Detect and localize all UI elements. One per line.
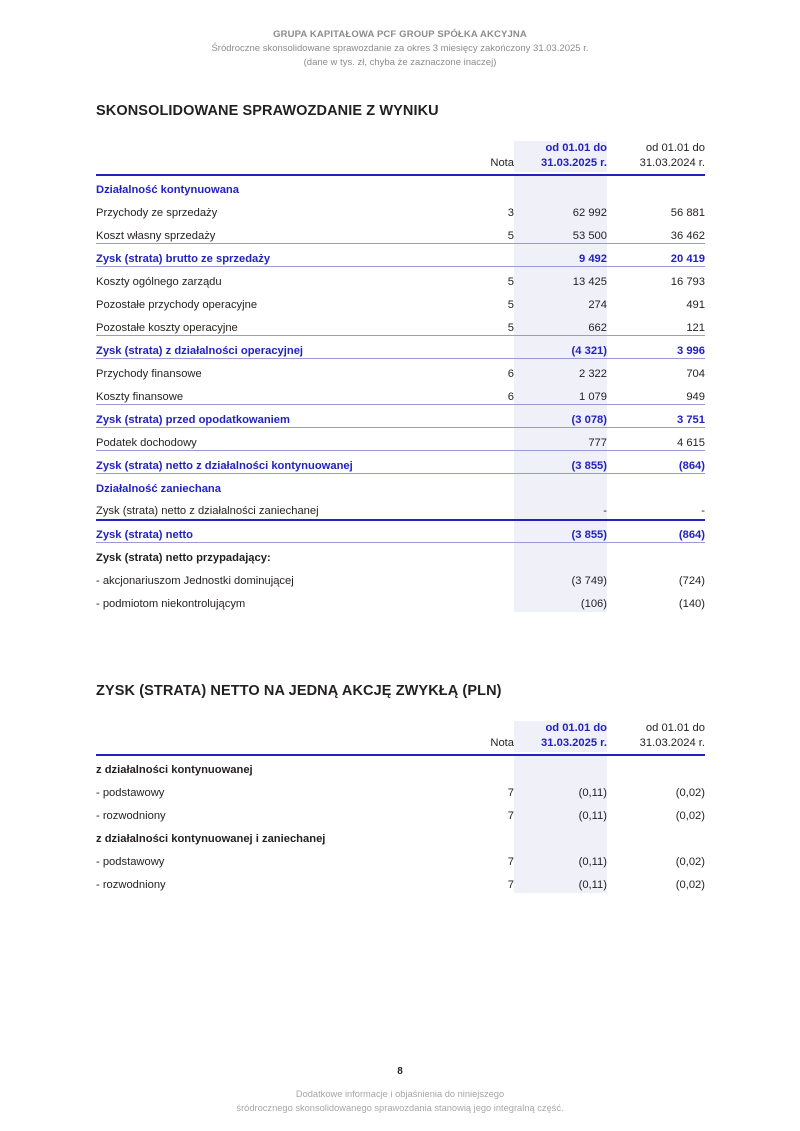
page-footer xyxy=(0,1066,800,1116)
eps-cell-previous: (0,02) xyxy=(675,787,705,800)
eps-cell-current xyxy=(514,755,607,778)
income-cell-nota xyxy=(455,497,514,520)
eps-title: ZYSK (STRATA) NETTO NA JEDNĄ AKCJĘ ZWYKŁĄ (PLN) xyxy=(96,683,502,699)
income-cell-label: Zysk (strata) netto przypadający: xyxy=(96,552,271,565)
eps-cell-previous: (0,02) xyxy=(675,810,705,823)
income-cell-current xyxy=(514,543,607,566)
income-cell-previous: 121 xyxy=(686,321,705,334)
income-cell-label: Zysk (strata) netto z działalności kontynuowanej xyxy=(96,451,455,474)
column-header-current-line2: 31.03.2025 r. xyxy=(541,157,607,170)
eps-cell-label: - rozwodniony xyxy=(96,810,166,823)
eps-cell-nota: 7 xyxy=(507,856,514,869)
eps-table xyxy=(96,721,705,893)
eps-cell-previous: (0,02) xyxy=(675,879,705,892)
income-row xyxy=(96,244,705,267)
eps-cell-label: - podstawowy xyxy=(96,856,165,869)
income-cell-nota xyxy=(455,543,514,566)
eps-cell-nota: 7 xyxy=(507,879,514,892)
income-cell-nota xyxy=(455,520,514,543)
eps-section xyxy=(96,683,705,893)
eps-cell-current: (0,11) xyxy=(514,801,607,824)
income-row xyxy=(96,290,705,313)
income-cell-previous: (724) xyxy=(678,575,705,588)
income-row xyxy=(96,474,705,497)
income-cell-previous: 491 xyxy=(686,299,705,312)
income-cell-label: Pozostałe koszty operacyjne xyxy=(96,321,238,334)
page-number: 8 xyxy=(397,1066,403,1077)
income-cell-nota xyxy=(455,336,514,359)
income-cell-label: Koszt własny sprzedaży xyxy=(96,229,216,242)
income-cell-nota: 3 xyxy=(507,207,514,220)
income-row xyxy=(96,267,705,290)
income-cell-nota xyxy=(455,175,514,198)
income-cell-nota xyxy=(455,566,514,589)
eps-cell-nota xyxy=(455,755,514,778)
income-cell-previous xyxy=(607,543,705,566)
income-cell-nota xyxy=(455,451,514,474)
income-cell-current: 662 xyxy=(514,313,607,336)
eps-column-header-current-period xyxy=(514,721,607,752)
income-row xyxy=(96,198,705,221)
eps-cell-label: - rozwodniony xyxy=(96,879,166,892)
income-cell-previous xyxy=(607,474,705,497)
income-cell-previous: 56 881 xyxy=(670,207,705,220)
column-header-previous-period xyxy=(607,141,705,172)
income-cell-label: Działalność zaniechana xyxy=(96,483,221,496)
income-row xyxy=(96,313,705,336)
eps-table-body xyxy=(96,755,705,893)
income-cell-nota: 5 xyxy=(507,276,514,289)
income-cell-previous: 4 615 xyxy=(677,436,705,449)
income-cell-label: Podatek dochodowy xyxy=(96,436,197,449)
income-cell-nota: 5 xyxy=(507,229,514,242)
income-statement-table-body xyxy=(96,175,705,612)
income-cell-previous: - xyxy=(701,505,705,518)
eps-cell-previous xyxy=(607,824,705,847)
income-cell-previous: 20 419 xyxy=(607,244,705,267)
income-cell-previous: 3 996 xyxy=(607,336,705,359)
income-cell-current: 53 500 xyxy=(514,221,607,244)
income-row xyxy=(96,359,705,382)
income-cell-previous: 36 462 xyxy=(670,229,705,242)
income-statement-section xyxy=(96,103,705,612)
income-row xyxy=(96,497,705,520)
eps-table-header xyxy=(96,721,705,755)
income-row xyxy=(96,221,705,244)
eps-column-header-current-line2: 31.03.2025 r. xyxy=(541,737,607,750)
income-statement-table-header xyxy=(96,141,705,175)
income-cell-nota xyxy=(455,474,514,497)
income-statement-table xyxy=(96,141,705,612)
income-row xyxy=(96,336,705,359)
income-cell-label: Zysk (strata) netto xyxy=(96,520,455,543)
income-cell-current: 62 992 xyxy=(514,198,607,221)
column-header-label xyxy=(96,141,455,172)
income-cell-label: Koszty ogólnego zarządu xyxy=(96,276,222,289)
income-row xyxy=(96,589,705,612)
eps-cell-label: z działalności kontynuowanej i zaniechanej xyxy=(96,833,326,846)
income-cell-current: (106) xyxy=(514,589,607,612)
eps-column-header-previous-line2: 31.03.2024 r. xyxy=(639,737,705,750)
income-cell-nota: 6 xyxy=(507,368,514,381)
eps-row xyxy=(96,778,705,801)
eps-cell-nota: 7 xyxy=(507,787,514,800)
income-cell-current: 9 492 xyxy=(514,244,607,267)
income-cell-current: 777 xyxy=(514,428,607,451)
income-cell-label: Zysk (strata) przed opodatkowaniem xyxy=(96,405,455,428)
eps-row xyxy=(96,801,705,824)
eps-column-header-previous-period xyxy=(607,721,705,752)
income-cell-previous: (864) xyxy=(607,520,705,543)
report-company-name: GRUPA KAPITAŁOWA PCF GROUP SPÓŁKA AKCYJNA xyxy=(273,29,527,40)
income-cell-current: (3 078) xyxy=(514,405,607,428)
income-cell-nota xyxy=(455,589,514,612)
income-row xyxy=(96,382,705,405)
income-cell-label: - akcjonariuszom Jednostki dominującej xyxy=(96,575,294,588)
report-units-note: (dane w tys. zł, chyba że zaznaczone inaczej) xyxy=(303,56,497,68)
income-cell-current: (4 321) xyxy=(514,336,607,359)
eps-row xyxy=(96,824,705,847)
income-cell-nota xyxy=(455,244,514,267)
income-row xyxy=(96,428,705,451)
income-cell-previous: (140) xyxy=(678,598,705,611)
report-period-subtitle: Śródroczne skonsolidowane sprawozdanie za okres 3 miesięcy zakończony 31.03.2025 r. xyxy=(211,42,589,54)
page-header xyxy=(0,28,800,69)
eps-cell-current: (0,11) xyxy=(514,870,607,893)
income-cell-nota: 5 xyxy=(507,299,514,312)
eps-row xyxy=(96,755,705,778)
column-header-previous-line1: od 01.01 do xyxy=(645,142,705,154)
income-cell-current: 2 322 xyxy=(514,359,607,382)
footer-note-line2: śródrocznego skonsolidowanego sprawozdania stanowią jego integralną część. xyxy=(236,1102,564,1113)
eps-cell-nota xyxy=(455,824,514,847)
income-cell-label: Działalność kontynuowana xyxy=(96,184,239,197)
income-cell-current xyxy=(514,175,607,198)
income-cell-current: (3 749) xyxy=(514,566,607,589)
income-cell-previous: 16 793 xyxy=(670,276,705,289)
income-row xyxy=(96,175,705,198)
eps-cell-previous: (0,02) xyxy=(675,856,705,869)
income-cell-label: Przychody ze sprzedaży xyxy=(96,207,218,220)
income-cell-previous xyxy=(607,175,705,198)
income-cell-label: - podmiotom niekontrolującym xyxy=(96,598,246,611)
income-cell-nota: 5 xyxy=(507,321,514,334)
eps-column-header-nota: Nota xyxy=(490,737,514,750)
eps-cell-nota: 7 xyxy=(507,810,514,823)
income-cell-nota: 6 xyxy=(507,390,514,403)
column-header-previous-line2: 31.03.2024 r. xyxy=(639,157,705,170)
eps-column-header-previous-line1: od 01.01 do xyxy=(645,722,705,734)
column-header-nota: Nota xyxy=(490,157,514,170)
income-cell-label: Pozostałe przychody operacyjne xyxy=(96,299,258,312)
income-row xyxy=(96,405,705,428)
eps-column-header-current-line1: od 01.01 do xyxy=(545,722,607,734)
income-cell-label: Koszty finansowe xyxy=(96,390,184,403)
income-cell-current: - xyxy=(514,497,607,520)
income-cell-label: Przychody finansowe xyxy=(96,368,202,381)
income-cell-current: 1 079 xyxy=(514,382,607,405)
income-row xyxy=(96,566,705,589)
eps-row xyxy=(96,847,705,870)
income-row xyxy=(96,451,705,474)
eps-cell-previous xyxy=(607,755,705,778)
eps-cell-current xyxy=(514,824,607,847)
column-header-current-period xyxy=(514,141,607,172)
income-cell-previous: 949 xyxy=(686,390,705,403)
footer-note-line1: Dodatkowe informacje i objaśnienia do niniejszego xyxy=(295,1089,505,1099)
income-cell-label: Zysk (strata) z działalności operacyjnej xyxy=(96,336,455,359)
income-cell-current: (3 855) xyxy=(514,520,607,543)
income-cell-label: Zysk (strata) netto z działalności zaniechanej xyxy=(96,505,319,518)
eps-cell-label: - podstawowy xyxy=(96,787,165,800)
income-row xyxy=(96,543,705,566)
income-cell-nota xyxy=(455,405,514,428)
eps-cell-current: (0,11) xyxy=(514,778,607,801)
income-cell-current: 274 xyxy=(514,290,607,313)
income-cell-previous: 704 xyxy=(686,368,705,381)
income-cell-label: Zysk (strata) brutto ze sprzedaży xyxy=(96,244,455,267)
income-cell-current: (3 855) xyxy=(514,451,607,474)
income-cell-current: 13 425 xyxy=(514,267,607,290)
income-cell-previous: (864) xyxy=(607,451,705,474)
income-statement-title: SKONSOLIDOWANE SPRAWOZDANIE Z WYNIKU xyxy=(96,103,439,119)
income-cell-nota xyxy=(455,428,514,451)
income-cell-current xyxy=(514,474,607,497)
income-row xyxy=(96,520,705,543)
column-header-current-line1: od 01.01 do xyxy=(545,142,607,154)
eps-cell-label: z działalności kontynuowanej xyxy=(96,764,253,777)
eps-row xyxy=(96,870,705,893)
eps-column-header-label xyxy=(96,721,455,752)
eps-cell-current: (0,11) xyxy=(514,847,607,870)
income-cell-previous: 3 751 xyxy=(607,405,705,428)
